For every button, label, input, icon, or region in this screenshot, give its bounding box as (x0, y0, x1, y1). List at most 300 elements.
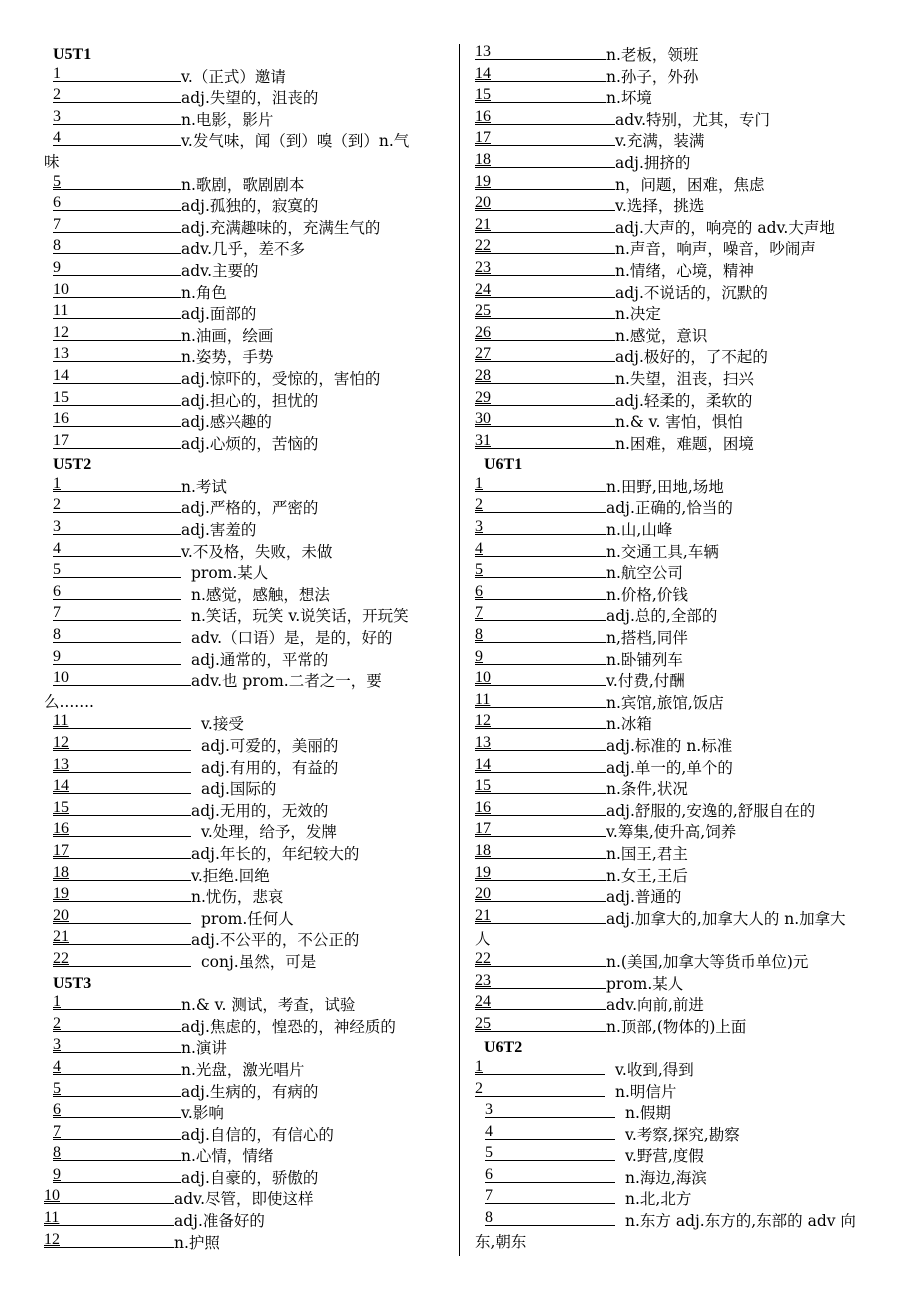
answer-blank[interactable] (53, 1059, 181, 1075)
answer-blank[interactable] (53, 778, 191, 794)
answer-blank[interactable] (475, 670, 606, 686)
definition-text: adj.总的,全部的 (606, 607, 718, 626)
item-number: 6 (53, 1101, 61, 1119)
answer-blank[interactable] (475, 735, 606, 751)
answer-blank[interactable] (53, 886, 191, 902)
vocab-entry (475, 692, 890, 714)
definition-text: adj.标准的 n.标准 (606, 737, 733, 755)
vocab-entry (475, 519, 890, 541)
answer-blank[interactable] (475, 109, 615, 125)
vocab-entry (44, 865, 454, 887)
unit-heading: U6T1 (484, 456, 523, 474)
answer-blank[interactable] (53, 1167, 181, 1183)
item-number: 14 (475, 64, 491, 82)
vocab-entry (44, 605, 454, 627)
answer-blank[interactable] (475, 476, 606, 492)
vocab-entry (44, 1016, 454, 1038)
definition-text: n.姿势，手势 (181, 348, 274, 367)
answer-blank[interactable] (475, 757, 606, 773)
vocab-entry (475, 130, 890, 152)
answer-blank[interactable] (44, 1232, 174, 1248)
vocab-entry (475, 152, 890, 174)
answer-blank[interactable] (475, 174, 615, 190)
definition-text: n.北,北方 (625, 1190, 692, 1209)
vocab-entry (44, 541, 454, 563)
answer-blank[interactable] (475, 800, 606, 816)
definition-text: adj.不说话的，沉默的 (615, 283, 768, 302)
answer-blank[interactable] (475, 821, 606, 837)
definition-text: n.决定 (615, 305, 661, 324)
vocab-entry (44, 519, 454, 541)
answer-blank[interactable] (475, 562, 606, 578)
definition-text: n.东方 adj.东方的,东部的 adv 向 (625, 1212, 856, 1231)
definition-text: adj.大声的，响亮的 adv.大声地 (615, 218, 835, 237)
definition-continuation: 么....... (44, 692, 94, 711)
item-number: 18 (475, 841, 491, 859)
answer-blank[interactable] (475, 973, 606, 989)
item-number: 22 (475, 949, 491, 967)
answer-blank[interactable] (53, 325, 181, 341)
definition-text: n.& v. 害怕，惧怕 (615, 413, 743, 432)
item-number: 8 (53, 237, 61, 255)
definition-text: n.心情，情绪 (181, 1147, 274, 1166)
item-number: 1 (53, 474, 61, 492)
answer-blank[interactable] (475, 865, 606, 881)
vocab-entry (475, 800, 890, 822)
answer-blank[interactable] (475, 994, 606, 1010)
item-number: 7 (485, 1187, 493, 1205)
vocab-entry (44, 174, 454, 196)
vocab-entry (44, 130, 454, 152)
definition-text: n.(美国,加拿大等货币单位)元 (606, 952, 809, 971)
vocab-entry (44, 800, 454, 822)
item-number: 20 (475, 194, 491, 212)
definition-text: adj.无用的，无效的 (191, 801, 329, 820)
item-number: 6 (475, 582, 483, 600)
answer-blank[interactable] (475, 195, 615, 211)
answer-blank[interactable] (485, 1188, 615, 1204)
answer-blank[interactable] (53, 951, 191, 967)
item-number: 17 (53, 841, 69, 859)
definition-text: n.航空公司 (606, 564, 683, 583)
item-number: 17 (475, 129, 491, 147)
vocab-entry (475, 497, 890, 519)
unit-heading: U6T2 (484, 1039, 523, 1057)
answer-blank[interactable] (53, 1037, 181, 1053)
answer-blank[interactable] (475, 908, 606, 924)
vocab-entry (44, 1037, 454, 1059)
answer-blank[interactable] (475, 217, 615, 233)
item-number: 3 (485, 1101, 493, 1119)
item-number: 12 (53, 323, 69, 341)
answer-blank[interactable] (485, 1102, 615, 1118)
answer-blank[interactable] (53, 670, 191, 686)
answer-blank[interactable] (475, 627, 606, 643)
definition-text: n.明信片 (615, 1082, 677, 1101)
definition-text: v.接受 (201, 715, 244, 734)
answer-blank[interactable] (475, 584, 606, 600)
answer-blank[interactable] (53, 929, 191, 945)
answer-blank[interactable] (53, 282, 181, 298)
answer-blank[interactable] (53, 1102, 181, 1118)
column-divider (459, 44, 460, 1256)
vocab-entry (475, 1210, 890, 1232)
answer-blank[interactable] (53, 1145, 181, 1161)
vocab-entry (475, 260, 890, 282)
answer-blank[interactable] (475, 87, 606, 103)
answer-blank[interactable] (53, 757, 191, 773)
item-number: 12 (475, 712, 491, 730)
definition-text: n.国王,君主 (606, 844, 688, 863)
definition-text: n.卧铺列车 (606, 650, 683, 669)
answer-blank[interactable] (53, 605, 181, 621)
answer-blank[interactable] (475, 886, 606, 902)
answer-blank[interactable] (53, 994, 181, 1010)
answer-blank[interactable] (53, 66, 181, 82)
definition-text: adv.向前,前进 (606, 996, 704, 1015)
answer-blank[interactable] (53, 411, 181, 427)
item-number: 20 (53, 906, 69, 924)
item-number: 14 (475, 755, 491, 773)
vocab-entry (475, 476, 890, 498)
item-number: 28 (475, 366, 491, 384)
vocab-entry (475, 886, 890, 908)
item-number: 3 (53, 107, 61, 125)
item-number: 1 (53, 64, 61, 82)
item-number: 15 (53, 388, 69, 406)
definition-text: v.筹集,使升高,饲养 (606, 823, 737, 842)
definition-text: adj.感兴趣的 (181, 413, 272, 432)
definition-text: conj.虽然，可是 (201, 952, 317, 971)
answer-blank[interactable] (44, 1210, 174, 1226)
answer-blank[interactable] (53, 195, 181, 211)
answer-blank[interactable] (475, 1081, 605, 1097)
answer-blank[interactable] (475, 390, 615, 406)
item-number: 10 (475, 669, 491, 687)
answer-blank[interactable] (475, 692, 606, 708)
vocab-entry (44, 994, 454, 1016)
definition-text: n.田野,田地,场地 (606, 477, 724, 496)
definition-text: n.演讲 (181, 1039, 227, 1058)
vocab-entry (475, 390, 890, 412)
answer-blank[interactable] (53, 368, 181, 384)
vocab-entry (475, 541, 890, 563)
answer-blank[interactable] (53, 1081, 181, 1097)
vocab-entry (44, 497, 454, 519)
definition-text: v.选择，挑选 (615, 197, 705, 216)
answer-blank[interactable] (53, 584, 181, 600)
definition-text: n.角色 (181, 283, 227, 302)
vocab-entry (44, 260, 454, 282)
vocab-entry (44, 109, 454, 131)
definition-continuation: 人 (475, 930, 491, 949)
item-number: 27 (475, 345, 491, 363)
definition-text: n.忧伤，悲哀 (191, 888, 284, 907)
item-number: 22 (475, 237, 491, 255)
answer-blank[interactable] (53, 519, 181, 535)
vocab-entry (44, 929, 454, 951)
answer-blank[interactable] (53, 174, 181, 190)
answer-blank[interactable] (485, 1210, 615, 1226)
item-number: 24 (475, 280, 491, 298)
vocab-entry (475, 1145, 890, 1167)
definition-text: adj.不公平的，不公正的 (191, 931, 360, 950)
answer-blank[interactable] (53, 217, 181, 233)
answer-blank[interactable] (485, 1145, 615, 1161)
item-number: 16 (53, 410, 69, 428)
answer-blank[interactable] (475, 152, 615, 168)
definition-text: n.感觉，意识 (615, 326, 708, 345)
answer-blank[interactable] (475, 303, 615, 319)
answer-blank[interactable] (53, 390, 181, 406)
vocab-entry (475, 584, 890, 606)
vocab-entry (44, 757, 454, 779)
item-number: 16 (475, 107, 491, 125)
item-number: 18 (475, 150, 491, 168)
definition-text: adj.准备好的 (174, 1212, 265, 1231)
answer-blank[interactable] (53, 865, 191, 881)
vocab-entry (475, 843, 890, 865)
answer-blank[interactable] (53, 303, 181, 319)
answer-blank[interactable] (475, 1059, 605, 1075)
item-number: 1 (53, 993, 61, 1011)
item-number: 8 (53, 626, 61, 644)
answer-blank[interactable] (53, 800, 191, 816)
item-number: 5 (53, 561, 61, 579)
answer-blank[interactable] (44, 1188, 174, 1204)
definition-text: n.价格,价钱 (606, 585, 688, 604)
answer-blank[interactable] (53, 1016, 181, 1032)
vocab-entry (475, 908, 890, 930)
vocab-entry (44, 1145, 454, 1167)
item-number: 2 (53, 496, 61, 514)
item-number: 11 (53, 302, 69, 320)
answer-blank[interactable] (53, 1124, 181, 1140)
item-number: 5 (53, 1079, 61, 1097)
answer-blank[interactable] (53, 130, 181, 146)
definition-text: n.护照 (174, 1233, 220, 1252)
answer-blank[interactable] (53, 476, 181, 492)
vocab-entry (44, 886, 454, 908)
vocab-entry (475, 87, 890, 109)
item-number: 17 (475, 820, 491, 838)
vocab-entry (475, 282, 890, 304)
answer-blank[interactable] (53, 908, 191, 924)
vocab-entry (475, 238, 890, 260)
answer-blank[interactable] (475, 497, 606, 513)
definition-text: adj.自豪的，骄傲的 (181, 1168, 319, 1187)
vocab-entry (475, 411, 890, 433)
vocab-entry (44, 649, 454, 671)
answer-blank[interactable] (475, 346, 615, 362)
answer-blank[interactable] (475, 368, 615, 384)
definition-text: adv.特别，尤其，专门 (615, 110, 771, 129)
definition-text: n，问题，困难，焦虑 (615, 175, 765, 194)
vocab-entry (475, 757, 890, 779)
answer-blank[interactable] (53, 497, 181, 513)
vocab-entry (44, 778, 454, 800)
answer-blank[interactable] (475, 541, 606, 557)
vocab-entry (475, 627, 890, 649)
definition-text: adv.也 prom.二者之一，要 (191, 672, 382, 691)
vocab-entry (475, 713, 890, 735)
item-number: 13 (475, 43, 491, 60)
definition-text: adj.正确的,恰当的 (606, 499, 733, 518)
vocab-entry (44, 821, 454, 843)
vocab-entry (44, 195, 454, 217)
item-number: 13 (53, 345, 69, 363)
vocab-entry (475, 1102, 890, 1124)
definition-text: prom.某人 (606, 974, 684, 993)
vocab-entry (44, 627, 454, 649)
definition-text: adj.自信的，有信心的 (181, 1125, 334, 1144)
vocab-entry (475, 951, 890, 973)
vocab-entry (475, 562, 890, 584)
answer-blank[interactable] (485, 1167, 615, 1183)
definition-text: v.不及格，失败，未做 (181, 542, 333, 561)
vocab-entry (44, 1188, 454, 1210)
definition-text: adj.轻柔的，柔软的 (615, 391, 753, 410)
definition-text: adj.孤独的，寂寞的 (181, 197, 319, 216)
definition-text: n.海边,海滨 (625, 1168, 707, 1187)
item-number: 12 (53, 734, 69, 751)
answer-blank[interactable] (475, 843, 606, 859)
item-number: 14 (53, 777, 69, 795)
answer-blank[interactable] (475, 325, 615, 341)
vocab-entry (44, 476, 454, 498)
answer-blank[interactable] (53, 562, 181, 578)
definition-text: adj.有用的，有益的 (201, 758, 339, 777)
unit-heading: U5T2 (53, 456, 92, 474)
definition-text: adj.充满趣味的，充满生气的 (181, 218, 381, 237)
item-number: 23 (475, 258, 491, 276)
left-column (44, 44, 454, 1253)
item-number: 16 (53, 820, 69, 838)
answer-blank[interactable] (475, 433, 615, 449)
vocab-entry (44, 735, 454, 757)
answer-blank[interactable] (53, 713, 191, 729)
definition-text: n.条件,状况 (606, 780, 688, 799)
item-number: 29 (475, 388, 491, 406)
answer-blank[interactable] (53, 238, 181, 254)
answer-blank[interactable] (475, 713, 606, 729)
vocab-entry (475, 973, 890, 995)
definition-text: n.女王,王后 (606, 866, 688, 885)
vocab-entry (475, 649, 890, 671)
answer-blank[interactable] (475, 66, 606, 82)
item-number: 15 (53, 798, 69, 816)
definition-text: v.（正式）邀请 (181, 67, 286, 86)
answer-blank[interactable] (475, 411, 615, 427)
answer-blank[interactable] (475, 282, 615, 298)
definition-text: v.处理，给予，发牌 (201, 823, 337, 842)
vocab-entry (44, 1210, 454, 1232)
item-number: 9 (475, 647, 483, 665)
answer-blank[interactable] (475, 130, 615, 146)
vocab-entry (44, 843, 454, 865)
answer-blank[interactable] (53, 735, 191, 751)
vocab-entry (475, 109, 890, 131)
answer-blank[interactable] (475, 951, 606, 967)
item-number: 9 (53, 1165, 61, 1183)
answer-blank[interactable] (53, 649, 181, 665)
definition-text: n.情绪，心境，精神 (615, 261, 754, 280)
vocab-entry (475, 325, 890, 347)
answer-blank[interactable] (485, 1124, 615, 1140)
item-number: 4 (53, 129, 61, 147)
definition-continuation: 东,朝东 (475, 1232, 527, 1251)
vocab-entry (475, 1016, 890, 1038)
definition-text: adj.单一的,单个的 (606, 758, 733, 777)
answer-blank[interactable] (475, 238, 615, 254)
vocab-entry (475, 821, 890, 843)
answer-blank[interactable] (53, 843, 191, 859)
answer-blank[interactable] (475, 1016, 606, 1032)
answer-blank[interactable] (475, 778, 606, 794)
definition-text: n.& v. 测试，考查，试验 (181, 996, 356, 1015)
answer-blank[interactable] (475, 649, 606, 665)
answer-blank[interactable] (53, 821, 191, 837)
answer-blank[interactable] (53, 541, 181, 557)
vocab-entry (475, 1124, 890, 1146)
definition-text: v.拒绝.回绝 (191, 866, 270, 885)
item-number: 4 (53, 539, 61, 557)
item-number: 3 (53, 518, 61, 536)
definition-continuation: 味 (44, 152, 60, 171)
answer-blank[interactable] (53, 260, 181, 276)
definition-text: adj.严格的，严密的 (181, 499, 319, 518)
vocab-entry (475, 368, 890, 390)
item-number: 8 (53, 1144, 61, 1162)
definition-text: n.声音，响声，噪音，吵闹声 (615, 240, 816, 259)
definition-text: prom.任何人 (201, 909, 294, 928)
definition-text: n.光盘，激光唱片 (181, 1060, 305, 1079)
answer-blank[interactable] (475, 605, 606, 621)
answer-blank[interactable] (53, 433, 181, 449)
answer-blank[interactable] (53, 87, 181, 103)
vocab-entry (44, 238, 454, 260)
vocab-entry (44, 66, 454, 88)
item-number: 25 (475, 302, 491, 320)
answer-blank[interactable] (53, 109, 181, 125)
definition-text: adv.主要的 (181, 261, 259, 280)
vocab-entry (44, 1167, 454, 1189)
vocab-entry (475, 1188, 890, 1210)
answer-blank[interactable] (53, 627, 181, 643)
answer-blank[interactable] (475, 260, 615, 276)
definition-text: n.老板，领班 (606, 46, 699, 64)
item-number: 5 (485, 1144, 493, 1162)
answer-blank[interactable] (53, 346, 181, 362)
vocab-entry (44, 390, 454, 412)
definition-text: n.冰箱 (606, 715, 652, 734)
item-number: 3 (475, 518, 483, 536)
item-number: 21 (53, 928, 69, 946)
answer-blank[interactable] (475, 519, 606, 535)
item-number: 13 (475, 734, 491, 751)
unit-heading: U5T1 (53, 46, 92, 63)
vocab-entry (44, 584, 454, 606)
item-number: 19 (53, 885, 69, 903)
item-number: 9 (53, 647, 61, 665)
item-number: 22 (53, 949, 69, 967)
vocab-entry (475, 174, 890, 196)
item-number: 2 (53, 86, 61, 104)
vocab-entry (44, 282, 454, 304)
item-number: 10 (53, 669, 69, 687)
item-number: 7 (475, 604, 483, 622)
answer-blank[interactable] (475, 44, 606, 60)
